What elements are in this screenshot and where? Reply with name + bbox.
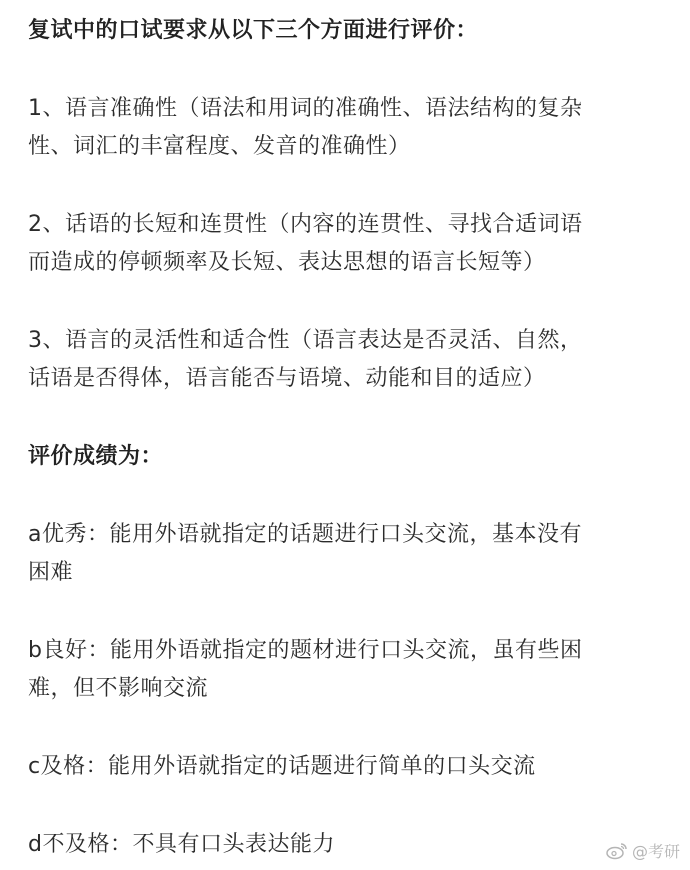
watermark-text: @考研 [631,842,680,861]
weibo-icon [606,842,628,860]
criterion-3-line-2: 话语是否得体，语言能否与语境、动能和目的适应） [28,366,546,391]
grade-a-line-1: a优秀：能用外语就指定的话题进行口头交流，基本没有 [28,522,582,547]
criterion-2-line-1: 2、话语的长短和连贯性（内容的连贯性、寻找合适词语 [28,212,583,237]
criterion-1-line-1: 1、语言准确性（语法和用词的准确性、语法结构的复杂 [28,96,583,121]
grade-b-line-1: b良好：能用外语就指定的题材进行口头交流，虽有些困 [28,638,583,663]
criterion-2-line-2: 而造成的停顿频率及长短、表达思想的语言长短等） [28,250,546,275]
criterion-1 [28,90,668,166]
document-body [28,12,668,864]
grades-heading: 评价成绩为： [28,444,164,469]
grade-a [28,516,668,592]
grade-b [28,632,668,708]
grade-c-line-1: c及格：能用外语就指定的话题进行简单的口头交流 [28,754,536,779]
criterion-2 [28,206,668,282]
criterion-3-line-1: 3、语言的灵活性和适合性（语言表达是否灵活、自然， [28,328,583,353]
grade-c [28,748,668,786]
grade-d-line-1: d不及格：不具有口头表达能力 [28,832,335,857]
criterion-1-line-2: 性、词汇的丰富程度、发音的准确性） [28,134,411,159]
grade-b-line-2: 难，但不影响交流 [28,676,209,701]
section-heading: 复试中的口试要求从以下三个方面进行评价： [28,18,479,43]
grade-d [28,826,668,864]
criterion-3 [28,322,668,398]
grade-a-line-2: 困难 [28,560,74,585]
watermark [606,839,680,862]
